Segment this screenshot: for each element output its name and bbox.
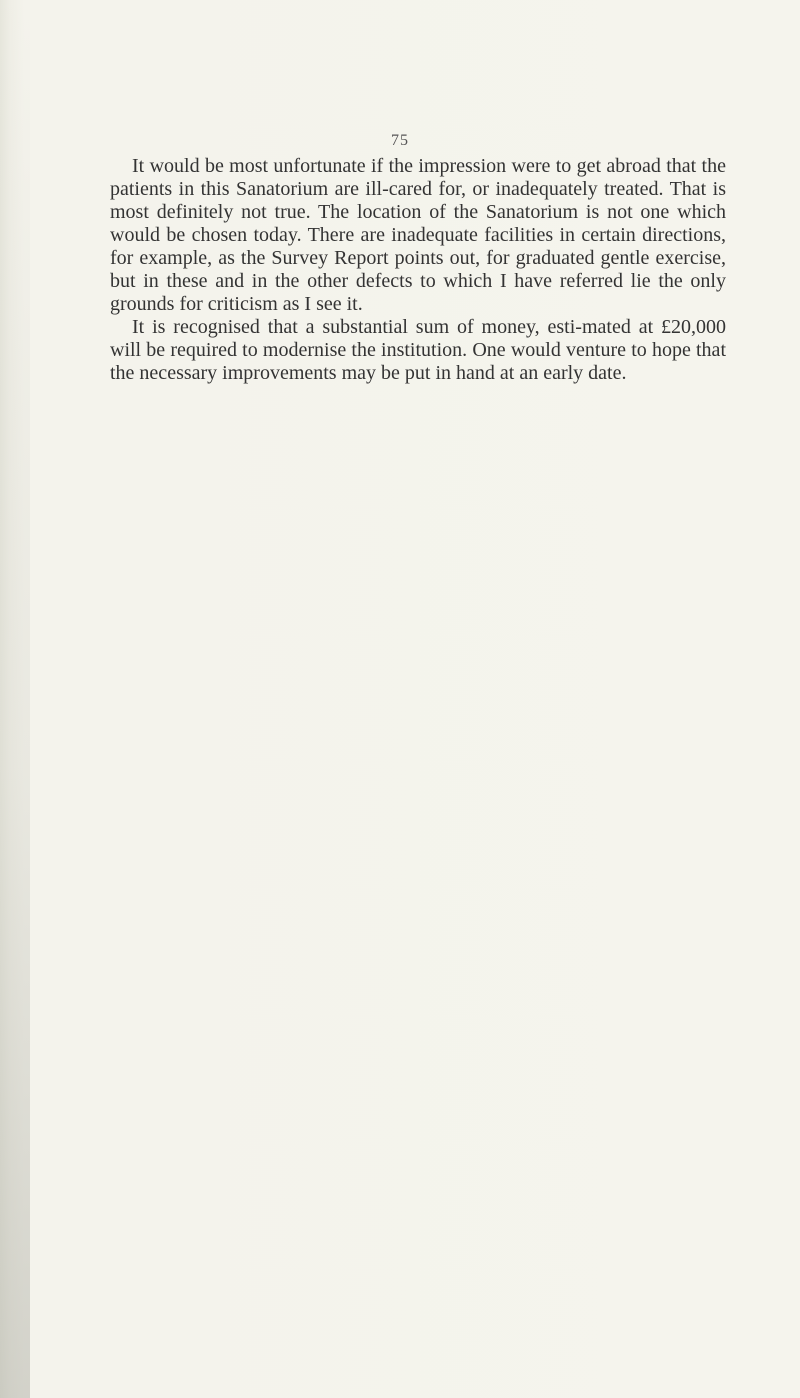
page-number: 75 <box>391 132 409 149</box>
body-text <box>110 155 726 385</box>
paragraph-1: It would be most unfortunate if the impression were to get abroad that the patients in this Sanatorium are ill-cared for, or inadequately treated. That is most definitely not true. The location of the Sanatorium is not one which would be chosen today. There are inadequate facilities in certain directions, for example, as the Survey Report points out, for graduated gentle exercise, but in these and in the other defects to which I have referred lie the only grounds for criticism as I see it. <box>110 155 726 315</box>
binding-gutter <box>0 0 30 1398</box>
paragraph-2: It is recognised that a substantial sum of money, esti-mated at £20,000 will be required to modernise the institution. One would venture to hope that the necessary improvements may be put in hand at an early date. <box>110 316 726 384</box>
